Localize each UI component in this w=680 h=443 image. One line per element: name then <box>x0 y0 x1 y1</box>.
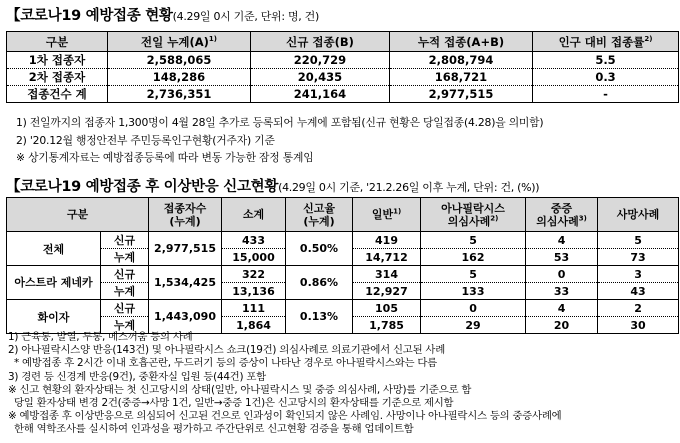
adverse-reaction-table <box>6 197 679 334</box>
note-line: 한해 역학조사를 실시하여 인과성을 평가하고 주간단위로 신고현황 검증을 통해 업데이트함 <box>14 423 414 436</box>
table-row <box>7 266 679 283</box>
cell-total: 15,000 <box>222 249 286 266</box>
cell-new: 241,164 <box>251 86 390 103</box>
note-line: ※ 상기통계자료는 예방접종등록에 따라 변동 가능한 잠정 통계임 <box>16 151 314 164</box>
section2-title-main: 【코로나19 예방접종 후 이상반응 신고현황 <box>6 179 279 195</box>
sub-label: 신규 <box>101 266 149 283</box>
cell-severe: 0 <box>526 266 598 283</box>
row-label: 1차 접종자 <box>7 52 108 69</box>
section2-title-sub: (4.29일 0시 기준, '21.2.26일 이후 누계, 단위: 건, (%)) <box>278 181 540 194</box>
section1-title-main: 【코로나19 예방접종 현황 <box>6 8 173 24</box>
cell-prev: 2,588,065 <box>108 52 251 69</box>
cell-cum: 168,721 <box>390 69 533 86</box>
header-death: 사망사례 <box>598 198 679 232</box>
table-row <box>7 69 679 86</box>
cell-anaphylaxis: 133 <box>421 283 526 300</box>
cell-total: 111 <box>222 300 286 317</box>
note-line: 1) 근육통, 발열, 두통, 메스꺼움 등의 사례 <box>8 331 193 343</box>
note-line: 2) '20.12월 행정안전부 주민등록인구현황(거주자) 기준 <box>16 133 275 147</box>
note-line: 당일 환자상태 변경 2건(중증→사망 1건, 일반→중증 1건)은 신고당시의 환자상태를 기준으로 제시함 <box>14 397 454 410</box>
cell-anaphylaxis: 29 <box>421 317 526 334</box>
header-cum: 누적 접종(A+B) <box>390 32 533 52</box>
cell-general: 1,785 <box>353 317 421 334</box>
section2-title <box>6 175 539 196</box>
sub-label: 신규 <box>101 300 149 317</box>
cell-rate: 0.50% <box>286 232 353 266</box>
cell-general: 419 <box>353 232 421 249</box>
cell-death: 30 <box>598 317 679 334</box>
cell-death: 3 <box>598 266 679 283</box>
cell-severe: 4 <box>526 232 598 249</box>
cell-death: 5 <box>598 232 679 249</box>
header-category: 구분 <box>7 32 108 52</box>
header-prev-cum: 전일 누계$(A)^{1)}$ <box>108 32 251 52</box>
cell-rate: 0.13% <box>286 300 353 334</box>
cell-general: 314 <box>353 266 421 283</box>
header-general: 일반$^{1)}$ <box>353 198 421 232</box>
section1-title-sub: (4.29일 0시 기준, 단위: 명, 건) <box>172 10 320 23</box>
cell-death: 43 <box>598 283 679 300</box>
cell-death: 73 <box>598 249 679 266</box>
sub-label: 누계 <box>101 317 149 334</box>
table-row <box>7 86 679 103</box>
cell-rate: 5.5 <box>533 52 679 69</box>
table-header-row <box>7 32 679 52</box>
cell-severe: 53 <box>526 249 598 266</box>
cell-rate: 0.3 <box>533 69 679 86</box>
note-line: * 예방접종 후 2시간 이내 호흡곤란, 두드러기 등의 증상이 나타난 경우로 아나필락시스와는 다름 <box>14 357 437 370</box>
cell-severe: 33 <box>526 283 598 300</box>
table-header-row <box>7 198 679 232</box>
cell-cum: 2,977,515 <box>390 86 533 103</box>
note-line: ※ 신고 현황의 환자상태는 첫 신고당시의 상태(일반, 아나필락시스 및 중증 의심사례, 사망)를 기준으로 함 <box>8 383 472 396</box>
sub-label: 신규 <box>101 232 149 249</box>
cell-total: 322 <box>222 266 286 283</box>
note-line: ※ 예방접종 후 이상반응으로 의심되어 신고된 건으로 인과성이 확인되지 않은 사례임. 사망이나 아나필락시스 등의 중증사례에 <box>8 410 562 423</box>
cell-new: 20,435 <box>251 69 390 86</box>
cell-prev: 2,736,351 <box>108 86 251 103</box>
section1-notes <box>16 114 543 167</box>
cell-total: 433 <box>222 232 286 249</box>
cell-total: 1,864 <box>222 317 286 334</box>
note-line: 1) 전일까지의 접종자 1,300명이 4월 28일 추가로 등록되어 누계에 포함됨(신규 현황은 당일접종(4.28)을 의미함) <box>16 116 544 129</box>
header-rate: 신고율 (누계) <box>286 198 353 232</box>
header-severe: 중증 의심사례$^{3)}$ <box>526 198 598 232</box>
group-label: 화이자 <box>7 300 101 334</box>
sub-label: 누계 <box>101 249 149 266</box>
group-label: 아스트라 제네카 <box>7 266 101 300</box>
cell-prev: 148,286 <box>108 69 251 86</box>
cell-general: 12,927 <box>353 283 421 300</box>
cell-severe: 20 <box>526 317 598 334</box>
cell-severe: 4 <box>526 300 598 317</box>
cell-new: 220,729 <box>251 52 390 69</box>
table-row <box>7 232 679 249</box>
header-anaphylaxis: 아나필락시스 의심사례$^{2)}$ <box>421 198 526 232</box>
section1-title <box>6 4 319 25</box>
table-row <box>7 52 679 69</box>
cell-anaphylaxis: 5 <box>421 232 526 249</box>
cell-general: 14,712 <box>353 249 421 266</box>
cell-general: 105 <box>353 300 421 317</box>
cell-anaphylaxis: 5 <box>421 266 526 283</box>
row-label: 접종건수 계 <box>7 86 108 103</box>
cell-rate: - <box>533 86 679 103</box>
vaccination-status-table <box>6 31 679 103</box>
header-vaccinated: 접종자수 (누계) <box>149 198 222 232</box>
section2-notes <box>8 331 561 437</box>
sub-label: 누계 <box>101 283 149 300</box>
cell-vaccinated: 2,977,515 <box>149 232 222 266</box>
group-label: 전체 <box>7 232 101 266</box>
header-rate: 인구 대비 접종률$^{2)}$ <box>533 32 679 52</box>
row-label: 2차 접종자 <box>7 69 108 86</box>
note-line: 3) 경련 등 신경계 반응(9건), 중환자실 입원 등(44건) 포함 <box>8 370 266 383</box>
cell-vaccinated: 1,443,090 <box>149 300 222 334</box>
header-new: 신규 접종(B) <box>251 32 390 52</box>
header-category: 구분 <box>7 198 149 232</box>
cell-anaphylaxis: 0 <box>421 300 526 317</box>
cell-cum: 2,808,794 <box>390 52 533 69</box>
cell-anaphylaxis: 162 <box>421 249 526 266</box>
cell-death: 2 <box>598 300 679 317</box>
table-row <box>7 300 679 317</box>
cell-vaccinated: 1,534,425 <box>149 266 222 300</box>
header-total: 소계 <box>222 198 286 232</box>
note-line: 2) 아나필락시스양 반응(143건) 및 아나필락시스 쇼크(19건) 의심사례로 의료기관에서 신고된 사례 <box>8 344 446 357</box>
cell-rate: 0.86% <box>286 266 353 300</box>
cell-total: 13,136 <box>222 283 286 300</box>
